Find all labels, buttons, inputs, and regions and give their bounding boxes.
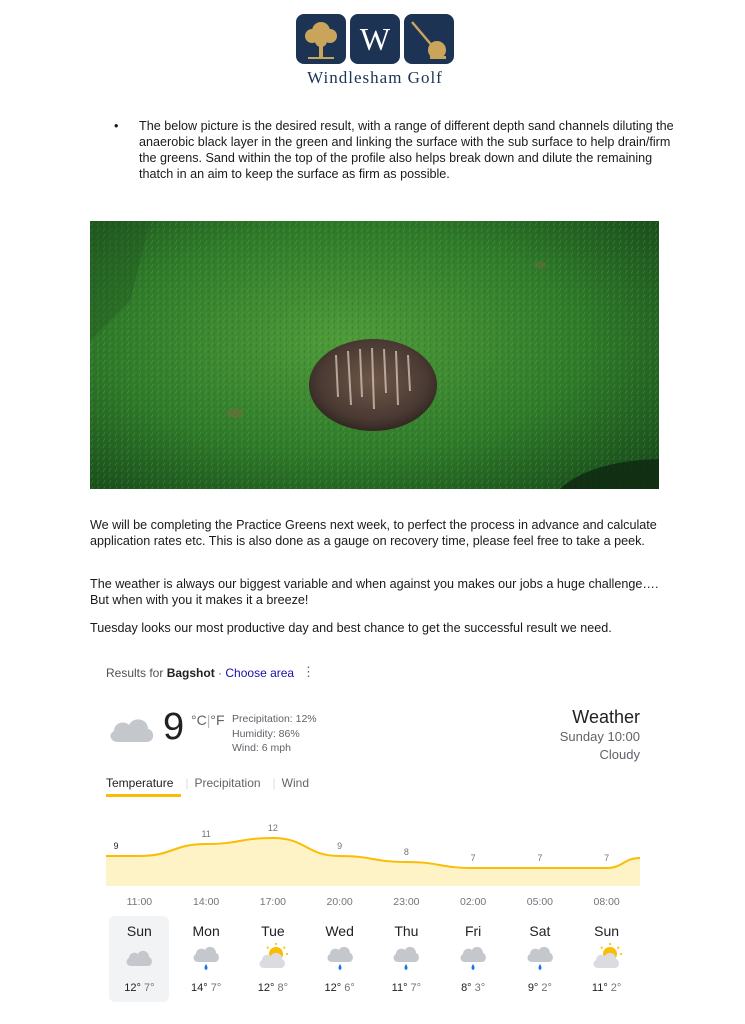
day-name: Sun: [126, 923, 152, 939]
choose-area-link[interactable]: Choose area: [225, 666, 295, 680]
time-label: 08:00: [593, 896, 620, 908]
weather-widget: [90, 650, 650, 1020]
more-options-icon[interactable]: ⋮: [302, 664, 315, 679]
paragraph-practice-greens: We will be completing the Practice Greens next week, to perfect the process in advance and calculate application rates etc. This is also done as a gauge on recovery time, please feel free to take a peek.: [90, 518, 657, 548]
day-high: 14°: [191, 982, 208, 994]
weather-condition: Cloudy: [599, 747, 640, 762]
day-high: 9°: [527, 982, 539, 994]
time-label: 20:00: [326, 896, 353, 908]
day-forecast[interactable]: [376, 916, 436, 1002]
temperature-label: 7: [537, 853, 543, 863]
day-temps: [577, 982, 637, 994]
weather-details: [232, 712, 317, 756]
logo-letter: W: [359, 21, 391, 57]
unit-c[interactable]: °C: [191, 712, 207, 728]
letter-tile: [350, 14, 400, 64]
partly-sunny-icon: [591, 942, 623, 977]
day-temps: [176, 982, 236, 994]
temperature-label: 7: [604, 853, 610, 863]
day-forecast[interactable]: [176, 916, 236, 1002]
cloud-icon: [106, 712, 156, 747]
day-forecast[interactable]: [310, 916, 370, 1002]
day-temps: [109, 982, 169, 994]
location-name: Bagshot: [166, 666, 215, 680]
unit-toggle[interactable]: °C|°F: [191, 712, 225, 728]
day-name: Wed: [325, 923, 354, 939]
humidity: Humidity: 86%: [232, 727, 300, 740]
day-low: 6°: [344, 982, 355, 994]
day-name: Sat: [529, 923, 551, 939]
bullet-text: The below picture is the desired result, with a range of different depth sand channels diluting the anaerobic black layer in the green and linking the surface with the sub surface to help drain/firm the greens. Sand within the top of the profile also helps break down and dilute the remaining thatch in an aim to keep the surface as firm as possible.: [139, 119, 674, 181]
current-temperature: 9: [163, 706, 185, 748]
day-forecast[interactable]: [510, 916, 570, 1002]
day-forecast[interactable]: [243, 916, 303, 1002]
day-low: 7°: [143, 982, 155, 994]
rain-cloud-icon: [524, 942, 556, 977]
golf-green-photo: [90, 221, 659, 489]
weather-tabs: Temperature | Precipitation | Wind: [106, 776, 321, 797]
day-low: 7°: [210, 982, 222, 994]
wind: Wind: 6 mph: [232, 742, 291, 754]
cloud-icon: [123, 942, 155, 977]
rain-cloud-icon: [457, 942, 489, 977]
time-label: 05:00: [526, 896, 554, 908]
day-name: Tue: [261, 923, 285, 939]
temperature-label: 11: [201, 829, 211, 839]
day-forecast[interactable]: [443, 916, 503, 1002]
results-prefix: Results for: [106, 666, 164, 680]
results-for: Results for Bagshot · Choose area: [106, 666, 295, 680]
windlesham-logo: [296, 14, 454, 88]
day-high: 11°: [591, 982, 608, 994]
rain-cloud-icon: [390, 942, 422, 977]
golfer-tile-icon: [404, 14, 454, 64]
day-forecast[interactable]: [577, 916, 637, 1002]
day-temps: [376, 982, 436, 994]
temperature-label: 9: [337, 841, 343, 851]
day-name: Mon: [192, 923, 220, 939]
partly-sunny-icon: [257, 942, 289, 977]
day-low: 2°: [541, 982, 552, 994]
time-label: 11:00: [126, 896, 153, 908]
paragraph-tuesday: Tuesday looks our most productive day and best chance to get the successful result we need.: [90, 621, 612, 635]
day-high: 12°: [257, 982, 275, 994]
bullet-dot-icon: •: [114, 119, 119, 133]
rain-cloud-icon: [324, 942, 356, 977]
day-name: Thu: [394, 923, 419, 939]
day-temps: [510, 982, 570, 994]
time-label: 23:00: [393, 896, 420, 908]
day-temps: [310, 982, 370, 994]
tab-temperature[interactable]: Temperature: [106, 776, 181, 797]
day-low: 3°: [474, 982, 486, 994]
time-label: 17:00: [259, 896, 287, 908]
precipitation: Precipitation: 12%: [232, 713, 317, 725]
time-label: 02:00: [459, 896, 487, 908]
day-low: 7°: [410, 982, 422, 994]
day-name: Sun: [594, 923, 620, 939]
day-high: 11°: [391, 982, 408, 994]
day-temps: [443, 982, 503, 994]
bullet-item: [114, 118, 678, 182]
tab-precipitation[interactable]: Precipitation: [194, 776, 261, 790]
day-forecast[interactable]: [109, 916, 169, 1002]
day-high: 12°: [324, 982, 342, 994]
day-high: 8°: [461, 982, 472, 994]
weather-datetime: Sunday 10:00: [559, 729, 640, 744]
unit-f[interactable]: °F: [210, 712, 225, 728]
day-name: Fri: [464, 923, 482, 939]
time-label: 14:00: [192, 896, 220, 908]
temperature-label: 9: [113, 841, 119, 851]
temperature-chart: [106, 822, 640, 886]
paragraph-weather-variable: The weather is always our biggest variable and when against you makes our jobs a huge challenge…. But when with you it makes it a breeze!: [90, 577, 659, 607]
weather-title: Weather: [572, 707, 640, 727]
brand-name: Windlesham Golf: [307, 68, 443, 87]
temperature-label: 12: [267, 823, 278, 833]
tab-wind[interactable]: Wind: [281, 776, 310, 790]
rain-cloud-icon: [190, 942, 222, 977]
day-low: 8°: [277, 982, 288, 994]
daily-forecast: [106, 916, 640, 1002]
day-high: 12°: [124, 982, 141, 994]
temperature-label: 7: [470, 853, 476, 863]
weather-summary: [560, 706, 640, 764]
tree-tile-icon: [296, 14, 346, 64]
day-temps: [243, 982, 303, 994]
temperature-label: 8: [403, 847, 409, 857]
day-low: 2°: [610, 982, 622, 994]
